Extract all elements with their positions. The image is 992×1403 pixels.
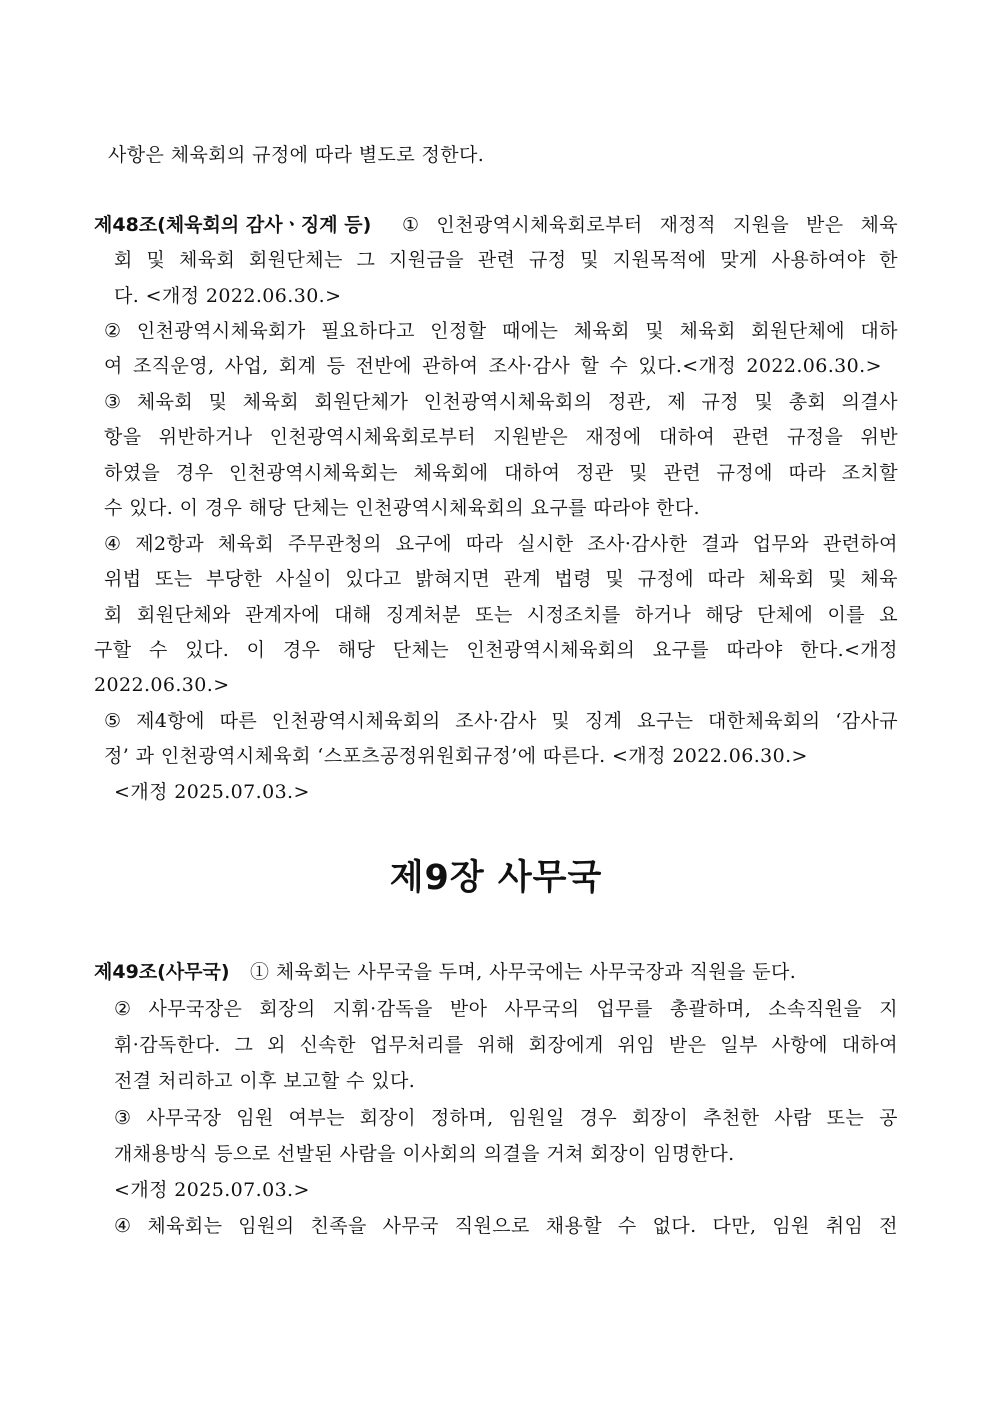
word: 수: [148, 639, 168, 661]
word: 지원받은: [493, 426, 569, 448]
word: 업무처리를: [369, 1034, 464, 1056]
word: 회장의: [259, 998, 316, 1020]
article-49-line: [114, 1028, 898, 1062]
word: 사람: [774, 1107, 812, 1129]
word: 요구에: [395, 533, 452, 555]
word: 체육: [860, 214, 898, 236]
word: 체육회: [136, 391, 194, 413]
article-49-line: ① 체육회는 사무국을 두며, 사무국에는 사무국장과 직원을 둔다.: [250, 961, 797, 983]
word: 조사·감사: [488, 355, 571, 377]
word: 임원: [236, 1107, 274, 1129]
word: 위해: [477, 1034, 515, 1056]
word: 단체는: [392, 639, 450, 661]
word: 결과: [701, 533, 739, 555]
word: 사업,: [224, 355, 269, 377]
word: 회원단체와: [136, 604, 231, 626]
word: 해당: [337, 639, 376, 661]
word: 밝혀지면: [415, 568, 491, 590]
word: 받은: [668, 1034, 707, 1056]
word: 법령: [554, 568, 593, 590]
word: 해당: [705, 604, 743, 626]
word: ①: [402, 214, 420, 236]
word: ③: [104, 391, 122, 413]
word: 및: [146, 249, 166, 271]
article-48-line: [114, 243, 898, 277]
word: 인천광역시체육회의: [271, 710, 441, 732]
word: 있다고: [345, 568, 402, 590]
word: 회원단체에: [751, 320, 845, 342]
word: 신속한: [299, 1034, 356, 1056]
word: 체육회: [217, 533, 275, 555]
article-48-line: [104, 527, 898, 561]
word: 체육회: [242, 391, 300, 413]
word: 관계: [503, 568, 542, 590]
word: 업무를: [596, 998, 653, 1020]
word: 또는: [475, 604, 513, 626]
word: 따른: [219, 710, 258, 732]
word: 대하여: [658, 426, 716, 448]
word: 규정을: [786, 426, 844, 448]
word: 따라야: [726, 639, 783, 661]
word: 대하여: [841, 1034, 898, 1056]
word: 휘·감독한다.: [114, 1034, 221, 1056]
word: 조직운영,: [133, 355, 215, 377]
word: 외: [267, 1034, 286, 1056]
word: 지원을: [732, 214, 790, 236]
article-48-line: [104, 704, 898, 738]
word: 그: [356, 249, 376, 271]
word: 직원으로: [454, 1215, 530, 1237]
word: 지: [879, 998, 898, 1020]
word: 요구는: [637, 710, 694, 732]
article-48-line: 수 있다. 이 경우 해당 단체는 인천광역시체육회의 요구를 따라야 한다.: [104, 497, 700, 519]
word: 체육회에: [413, 462, 489, 484]
word: 총회: [788, 391, 827, 413]
word: 규정에: [716, 462, 773, 484]
article-48-line: [94, 633, 898, 667]
word: 총괄하며,: [669, 998, 752, 1020]
word: 제2항과: [135, 533, 205, 555]
word: ‘감사규: [835, 710, 898, 732]
word: 없다.: [652, 1215, 697, 1237]
word: 정관,: [607, 391, 652, 413]
word: 공: [879, 1107, 898, 1129]
article-49-line: 전결 처리하고 이후 보고할 수 있다.: [114, 1070, 416, 1092]
word: 조사·감사: [455, 710, 537, 732]
word: 대하: [860, 320, 898, 342]
word: 임원: [772, 1215, 810, 1237]
word: 따라: [707, 568, 745, 590]
word: 위임: [617, 1034, 656, 1056]
article-49-line: [114, 992, 898, 1026]
word: 인정할: [430, 320, 487, 342]
word: 실시한: [517, 533, 574, 555]
word: 관련: [732, 426, 770, 448]
word: 관련: [663, 462, 702, 484]
word: 관련하여: [822, 533, 898, 555]
word: 사항에: [771, 1034, 828, 1056]
word: 또는: [826, 1107, 865, 1129]
word: 재정적: [659, 214, 716, 236]
word: 규정: [701, 391, 740, 413]
word: 회계: [278, 355, 317, 377]
word: 및: [828, 568, 847, 590]
intro-line: 사항은 체육회의 규정에 따라 별도로 정한다.: [108, 144, 485, 166]
word: 대하여: [504, 462, 561, 484]
word: 다만,: [712, 1215, 757, 1237]
word: 친족을: [310, 1215, 367, 1237]
word: 인천광역시체육회로부터: [436, 214, 643, 236]
word: 인천광역시체육회가: [136, 320, 306, 342]
word: 취임: [825, 1215, 864, 1237]
word: 하거나: [634, 604, 692, 626]
word: 추천한: [703, 1107, 760, 1129]
word: 체육회: [573, 320, 630, 342]
word: 위반하거나: [158, 426, 253, 448]
word: 이를: [827, 604, 866, 626]
word: 사실이: [275, 568, 332, 590]
word: 경우: [282, 639, 321, 661]
word: 위법: [104, 568, 142, 590]
word: 체육회: [758, 568, 815, 590]
word: 그: [234, 1034, 254, 1056]
word: 등: [326, 355, 346, 377]
word: 위반: [860, 426, 898, 448]
word: 의결사: [841, 391, 898, 413]
word: 수: [617, 1215, 637, 1237]
article-49-line: 개채용방식 등으로 선발된 사람을 이사회의 의결을 거쳐 회장이 임명한다.: [114, 1143, 735, 1165]
word: 일부: [720, 1034, 758, 1056]
word: 및: [605, 568, 625, 590]
article-48-line: [104, 314, 898, 348]
word: 요구를: [652, 639, 709, 661]
word: 단체에: [757, 604, 814, 626]
word: 요: [879, 604, 898, 626]
word: 관련: [477, 249, 516, 271]
word: 부당한: [205, 568, 263, 590]
word: ②: [114, 998, 132, 1020]
word: 임원일: [508, 1107, 565, 1129]
word: 규정에: [637, 568, 694, 590]
word: 지휘·감독을: [332, 998, 433, 1020]
article-49-title: 제49조(사무국): [94, 961, 230, 983]
word: 지원목적에: [612, 249, 707, 271]
word: 대해: [334, 604, 372, 626]
article-48-line: [104, 385, 898, 419]
article-48-first-line: [94, 208, 898, 242]
word: 2022.06.30.>: [746, 355, 882, 377]
word: 업무와: [752, 533, 810, 555]
word: 회장이: [632, 1107, 689, 1129]
word: 및: [551, 710, 571, 732]
word: 조사·감사한: [587, 533, 688, 555]
word: 주무관청의: [288, 533, 382, 555]
article-48-line: [104, 349, 882, 383]
word: 수: [609, 355, 629, 377]
word: 사무국장: [146, 1107, 222, 1129]
article-48-title: 제48조(체육회의 감사ㆍ징계 등): [94, 214, 372, 236]
word: ④: [104, 533, 122, 555]
word: ④: [114, 1215, 132, 1237]
word: 및: [629, 462, 648, 484]
word: 있다.<개정: [638, 355, 737, 377]
word: 받은: [806, 214, 844, 236]
word: 제4항에: [136, 710, 205, 732]
word: 회원단체는: [249, 249, 343, 271]
word: 하였을: [104, 462, 161, 484]
word: 소속직원을: [768, 998, 863, 1020]
word: 구할: [94, 639, 132, 661]
word: 전: [879, 1215, 898, 1237]
chapter-title: 제9장 사무국: [389, 858, 603, 898]
word: ③: [114, 1107, 132, 1129]
word: 한다.<개정: [800, 639, 898, 661]
word: 따라: [465, 533, 504, 555]
article-48-line: 다. <개정 2022.06.30.>: [114, 285, 342, 307]
word: 및: [208, 391, 228, 413]
word: 및: [580, 249, 600, 271]
word: 재정에: [585, 426, 642, 448]
article-48-line: [104, 420, 898, 454]
word: 회장이: [359, 1107, 417, 1129]
word: 및: [754, 391, 774, 413]
word: 조치할: [841, 462, 898, 484]
word: 필요하다고: [321, 320, 415, 342]
word: 받아: [449, 998, 488, 1020]
word: 회장에게: [528, 1034, 604, 1056]
word: 있다.: [185, 639, 230, 661]
word: 여부는: [288, 1107, 345, 1129]
article-48-line: 2022.06.30.>: [94, 674, 230, 696]
word: 인천광역시체육회의: [466, 639, 636, 661]
article-48-line: 정’ 과 인천광역시체육회 ‘스포츠공정위원회규정’에 따른다. <개정 2022.06.30.>: [104, 745, 808, 767]
word: 관하여: [422, 355, 479, 377]
word: 사용하여야: [771, 249, 866, 271]
word: 채용할: [545, 1215, 602, 1237]
word: 여: [104, 355, 123, 377]
article-48-line: [104, 562, 898, 596]
word: 사무국장은: [148, 998, 243, 1020]
word: 회원단체가: [314, 391, 409, 413]
word: 때에는: [501, 320, 559, 342]
article-49-line: [114, 1101, 898, 1135]
word: 시정조치를: [526, 604, 621, 626]
article-49-line: [114, 1209, 898, 1243]
word: 징계처분: [385, 604, 461, 626]
word: 관계자에: [244, 604, 320, 626]
word: 인천광역시체육회로부터: [269, 426, 476, 448]
word: 회: [104, 604, 123, 626]
word: 따라: [788, 462, 827, 484]
word: 체육: [860, 568, 898, 590]
word: 및: [645, 320, 665, 342]
word: 사무국의: [504, 998, 580, 1020]
word: 회: [114, 249, 133, 271]
word: 체육회: [179, 249, 236, 271]
word: 체육회는: [147, 1215, 223, 1237]
word: 할: [580, 355, 600, 377]
word: 전반에: [355, 355, 412, 377]
word: 인천광역시체육회는: [229, 462, 398, 484]
article-48-line: [104, 598, 898, 632]
article-48-line: [104, 456, 898, 490]
article-49-amendment-note: <개정 2025.07.03.>: [114, 1179, 310, 1201]
word: 정관: [576, 462, 614, 484]
word: 대한체육회의: [708, 710, 821, 732]
word: 징계: [584, 710, 623, 732]
article-48-amendment-note: <개정 2025.07.03.>: [114, 781, 310, 803]
word: 규정: [529, 249, 567, 271]
word: 맞게: [720, 249, 758, 271]
word: 제: [667, 391, 687, 413]
word: 경우: [579, 1107, 618, 1129]
word: 체육회: [679, 320, 736, 342]
word: 또는: [154, 568, 193, 590]
word: 한: [879, 249, 898, 271]
word: 사무국: [382, 1215, 439, 1237]
word: 이: [246, 639, 266, 661]
word: 경우: [175, 462, 214, 484]
word: 인천광역시체육회의: [423, 391, 593, 413]
article-49-first-line: [94, 955, 796, 989]
word: ②: [104, 320, 122, 342]
word: 정하며,: [430, 1107, 494, 1129]
word: ⑤: [104, 710, 122, 732]
article-48-line: [402, 208, 898, 242]
word: 지원금을: [389, 249, 465, 271]
word: 항을: [104, 426, 142, 448]
word: 임원의: [238, 1215, 295, 1237]
